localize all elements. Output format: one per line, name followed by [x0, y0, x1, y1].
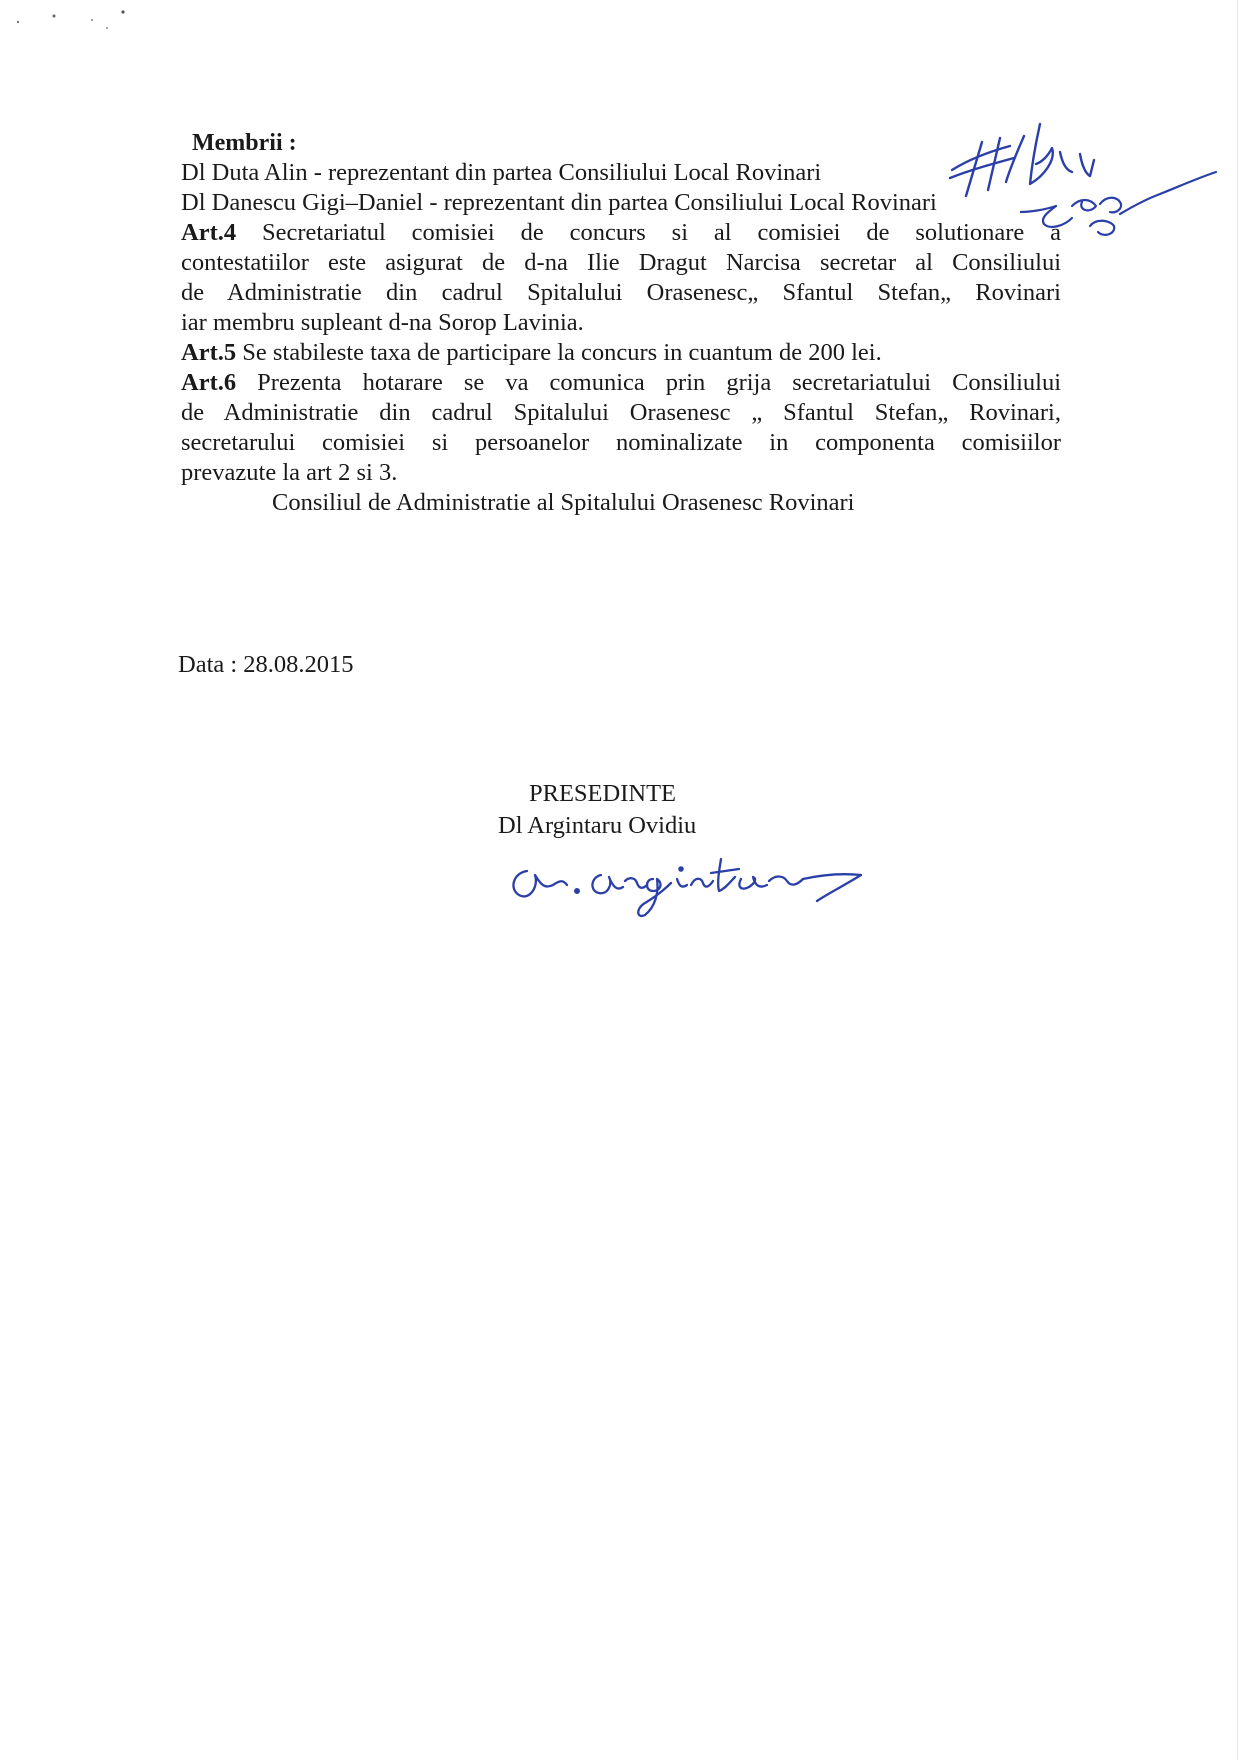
art6-text-1: Prezenta hotarare se va comunica prin grija secretariatului Consiliului: [257, 369, 1062, 396]
art4-line-3: de Administratie din cadrul Spitalului Orasenesc„ Sfantul Stefan„ Rovinari: [181, 279, 1061, 306]
art6-line-2: de Administratie din cadrul Spitalului Orasenesc „ Sfantul Stefan„ Rovinari,: [181, 399, 1061, 426]
art6-line-4: prevazute la art 2 si 3.: [181, 459, 398, 486]
members-heading: Membrii :: [192, 130, 297, 156]
art4-line-4: iar membru supleant d-na Sorop Lavinia.: [181, 309, 584, 336]
art4-text-1: Secretariatul comisiei de concurs si al comisiei de solutionare a: [262, 219, 1061, 246]
art4-line-2: contestatiilor este asigurat de d-na Ilie Dragut Narcisa secretar al Consiliului: [181, 249, 1061, 276]
art4-label: Art.4: [181, 219, 237, 246]
art6-line-3: secretarului comisiei si persoanelor nominalizate in componenta comisiilor: [181, 429, 1061, 456]
signature-president: [505, 845, 875, 925]
art5-label: Art.5: [181, 339, 237, 366]
president-name: Dl Argintaru Ovidiu: [498, 812, 697, 839]
art4-line-1: [181, 218, 1061, 248]
member-duta: Dl Duta Alin - reprezentant din partea Consiliului Local Rovinari: [181, 159, 822, 186]
member-danescu: Dl Danescu Gigi–Daniel - reprezentant din partea Consiliului Local Rovinari: [181, 189, 937, 216]
scan-edge-line: [1237, 0, 1238, 1760]
council-line: Consiliul de Administratie al Spitalului Orasenesc Rovinari: [272, 489, 855, 516]
art5-text: Se stabileste taxa de participare la concurs in cuantum de 200 lei.: [242, 339, 882, 366]
signature-danescu: [1020, 168, 1220, 248]
art5-line: [181, 338, 1061, 368]
art6-line-1: [181, 368, 1061, 398]
art6-label: Art.6: [181, 369, 237, 396]
president-title: PRESEDINTE: [529, 780, 676, 807]
scan-specks: [0, 0, 160, 40]
document-body: [181, 128, 1061, 518]
document-date: Data : 28.08.2015: [178, 651, 354, 678]
